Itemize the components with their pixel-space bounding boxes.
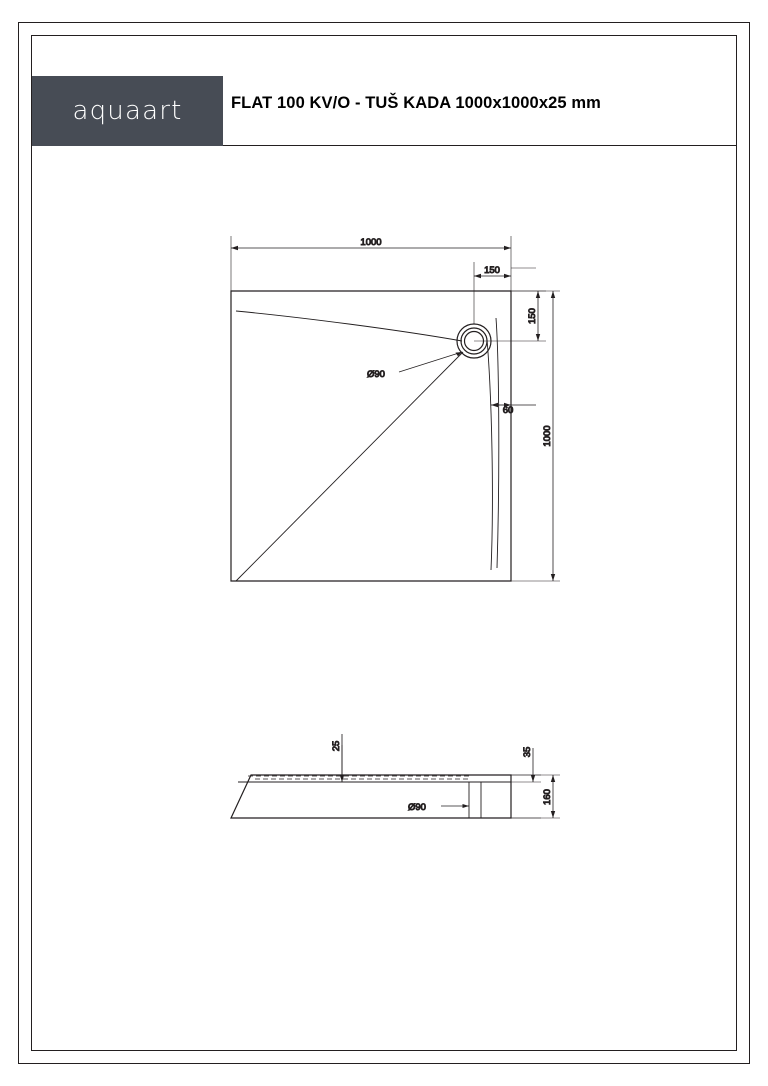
dim-label-edge-height: 35 [522, 746, 533, 758]
tray-side-inner-lines [238, 782, 511, 818]
dim-label-overall-width: 1000 [360, 237, 382, 248]
leader-drain-diameter-side [441, 804, 469, 808]
dim-label-overall-height: 1000 [542, 425, 553, 447]
dim-label-drain-offset-x: 150 [484, 265, 500, 276]
dim-label-drain-diameter-top: Ø90 [367, 369, 385, 380]
dim-label-channel-offset: 60 [502, 405, 514, 416]
page-title: FLAT 100 KV/O - TUŠ KADA 1000x1000x25 mm [231, 94, 601, 112]
brand-logo-text: aquaart [72, 96, 183, 126]
dim-label-drain-diameter-side: Ø90 [408, 802, 426, 813]
dim-label-thickness: 25 [331, 740, 342, 752]
dim-label-drain-offset-y: 150 [527, 308, 538, 324]
tray-outline-top [231, 291, 511, 581]
tray-side-dashed-lines [248, 776, 470, 779]
tray-slope-lines [236, 311, 499, 581]
dim-label-total-height: 160 [542, 789, 553, 805]
